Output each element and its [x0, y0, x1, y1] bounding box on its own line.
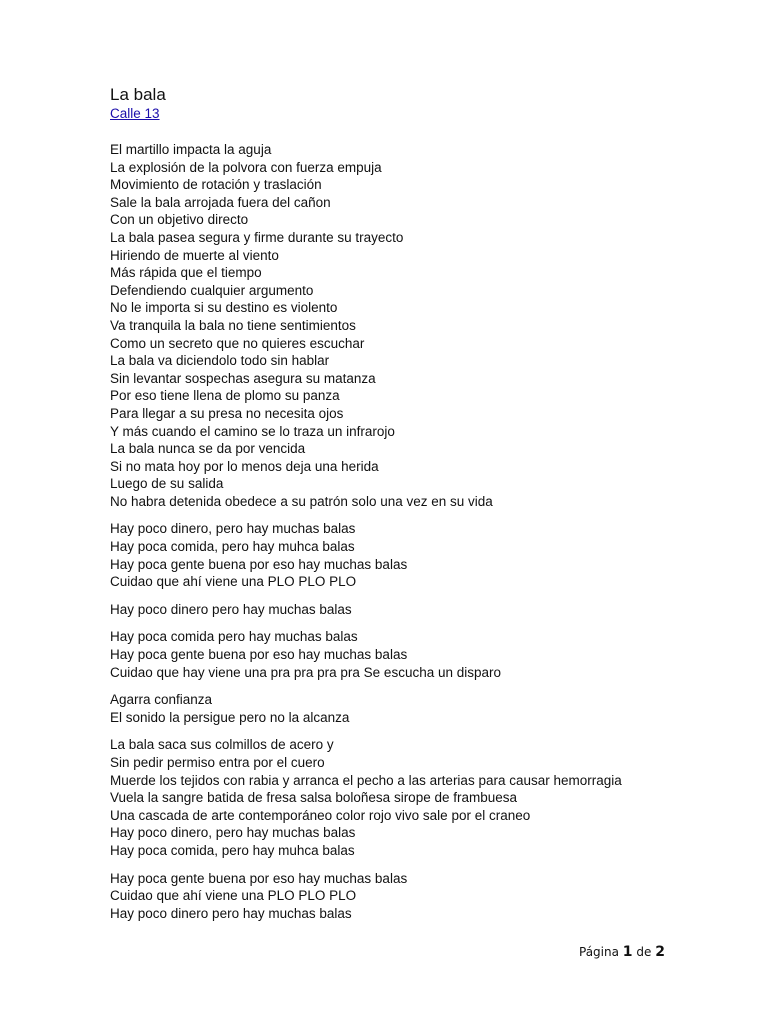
lyrics-stanza	[110, 736, 710, 859]
lyric-line: Hay poco dinero pero hay muchas balas	[110, 905, 352, 921]
lyric-line: La explosión de la polvora con fuerza empuja	[110, 159, 382, 175]
artist-link[interactable]: Calle 13	[110, 106, 160, 121]
song-title: La bala	[110, 85, 166, 104]
lyric-line: Cuidao que ahí viene una PLO PLO PLO	[110, 888, 357, 904]
lyric-line: La bala saca sus colmillos de acero y	[110, 737, 334, 753]
lyric-line: Para llegar a su presa no necesita ojos	[110, 405, 344, 421]
lyric-line: Sin pedir permiso entra por el cuero	[110, 755, 325, 770]
lyric-line: Movimiento de rotación y traslación	[110, 177, 322, 193]
lyrics-stanza	[110, 870, 710, 923]
lyric-line: La bala va diciendolo todo sin hablar	[110, 353, 330, 369]
lyric-line: Vuela la sangre batida de fresa salsa boloñesa sirope de frambuesa	[110, 790, 518, 806]
lyric-line: Una cascada de arte contemporáneo color rojo vivo sale por el craneo	[110, 807, 531, 823]
lyric-line: Como un secreto que no quieres escuchar	[110, 335, 365, 351]
lyric-line: Hay poco dinero pero hay muchas balas	[110, 601, 352, 617]
lyric-line: Sin levantar sospechas asegura su matanza	[110, 370, 376, 386]
lyric-line: Si no mata hoy por lo menos deja una herida	[110, 458, 379, 474]
page-label: Página	[579, 945, 619, 959]
lyric-line: Luego de su salida	[110, 476, 224, 492]
lyric-line: Va tranquila la bala no tiene sentimientos	[110, 317, 356, 333]
lyric-line: Hay poca gente buena por eso hay muchas balas	[110, 870, 408, 886]
lyrics-stanza	[110, 520, 710, 590]
lyric-line: No habra detenida obedece a su patrón solo una vez en su vida	[110, 493, 493, 509]
lyric-line: La bala pasea segura y firme durante su trayecto	[110, 229, 404, 245]
lyric-line: Hay poco dinero, pero hay muchas balas	[110, 825, 356, 841]
lyric-line: Hiriendo de muerte al viento	[110, 247, 279, 263]
current-page-number: 1	[622, 944, 633, 960]
lyric-line: El martillo impacta la aguja	[110, 142, 272, 157]
lyric-line: Por eso tiene llena de plomo su panza	[110, 388, 340, 404]
lyric-line: Muerde los tejidos con rabia y arranca el pecho a las arterias para causar hemorragia	[110, 772, 622, 788]
page-number-footer	[579, 944, 665, 960]
lyric-line: Sale la bala arrojada fuera del cañon	[110, 194, 331, 210]
lyric-line: Cuidao que ahí viene una PLO PLO PLO	[110, 574, 357, 590]
lyric-line: No le importa si su destino es violento	[110, 300, 338, 316]
lyric-line: Hay poca comida, pero hay muhca balas	[110, 842, 355, 858]
lyric-line: Y más cuando el camino se lo traza un infrarojo	[110, 423, 395, 439]
lyric-line: Más rápida que el tiempo	[110, 265, 262, 281]
lyric-line: Hay poca gente buena por eso hay muchas balas	[110, 556, 408, 572]
lyrics-stanza	[110, 601, 710, 619]
lyric-line: Hay poca comida pero hay muchas balas	[110, 629, 358, 645]
lyric-line: Hay poca gente buena por eso hay muchas balas	[110, 647, 408, 663]
lyrics-stanza	[110, 628, 710, 681]
lyric-line: El sonido la persigue pero no la alcanza	[110, 709, 350, 725]
lyrics-stanza	[110, 691, 710, 726]
lyric-line: Hay poca comida, pero hay muhca balas	[110, 539, 355, 555]
lyric-line: Agarra confianza	[110, 692, 213, 708]
lyric-line: Hay poco dinero, pero hay muchas balas	[110, 521, 356, 537]
lyric-line: Con un objetivo directo	[110, 212, 249, 228]
lyric-line: Cuidao que hay viene una pra pra pra pra Se escucha un disparo	[110, 664, 502, 680]
lyrics-body	[110, 141, 710, 922]
lyric-line: La bala nunca se da por vencida	[110, 441, 306, 457]
lyrics-stanza	[110, 141, 710, 510]
total-pages-number: 2	[655, 944, 665, 960]
document-page	[110, 84, 710, 922]
lyric-line: Defendiendo cualquier argumento	[110, 282, 314, 298]
page-of-label: de	[636, 945, 652, 959]
